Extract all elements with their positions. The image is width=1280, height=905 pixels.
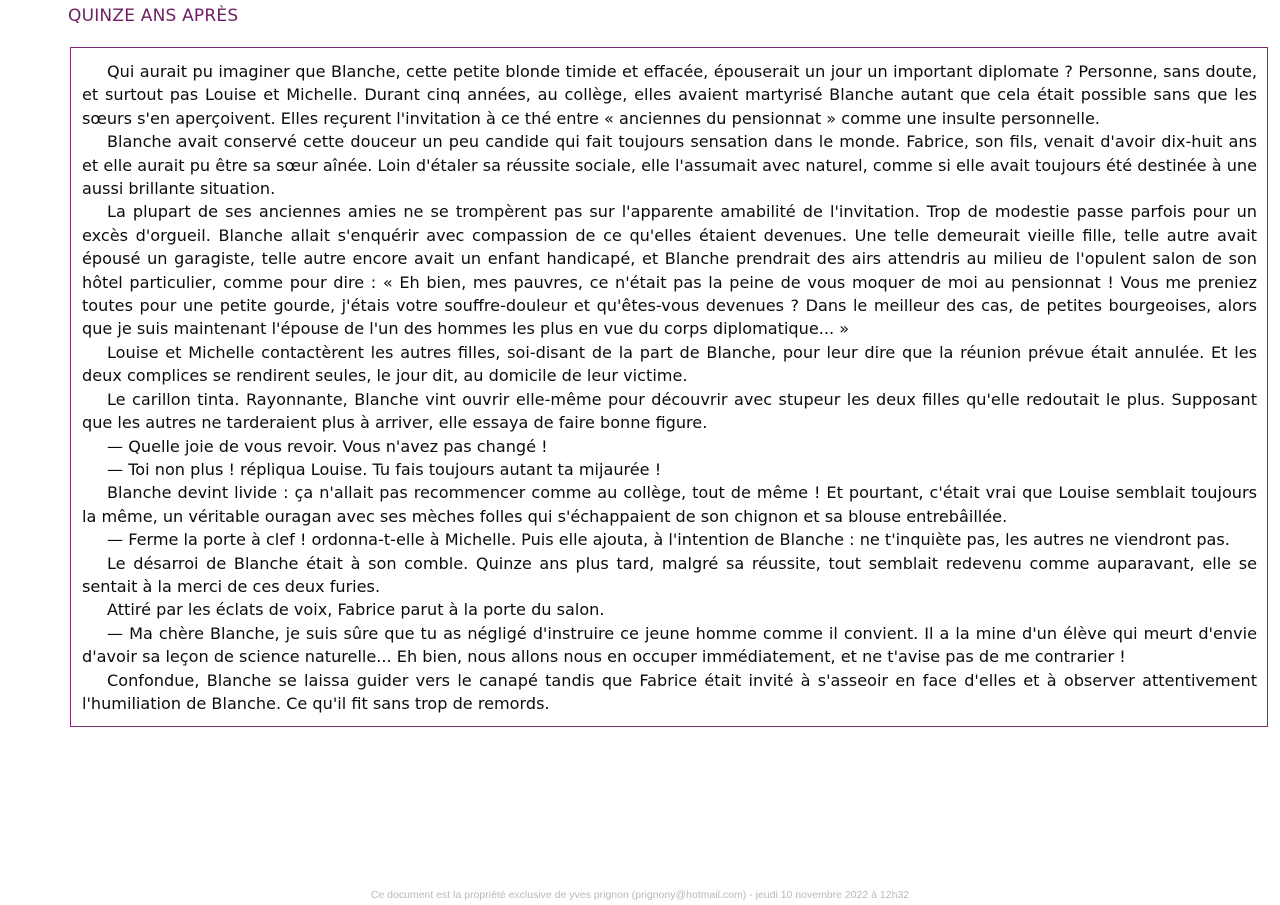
paragraph: La plupart de ses anciennes amies ne se trompèrent pas sur l'apparente amabilité de l'invitation. Trop de modestie passe parfois pour un excès d'orgueil. Blanche allait s'enquérir avec compassion de ce qu'elles étaient devenues. Une telle demeurait vieille fille, telle autre avait épousé un garagiste, telle autre encore avait un enfant handicapé, et Blanche prendrait des airs attendris au milieu de l'opulent salon de son hôtel particulier, comme pour dire : « Eh bien, mes pauvres, ce n'était pas la peine de vous moquer de moi au pensionnat ! Vous me preniez toutes pour une petite gourde, j'étais votre souffre-douleur et qu'êtes-vous devenues ? Dans le meilleur des cas, de petites bourgeoises, alors que je suis maintenant l'épouse de l'un des hommes les plus en vue du corps diplomatique... »: [82, 202, 1257, 339]
story-text-frame: [70, 47, 1268, 727]
story-body: [82, 60, 1257, 715]
paragraph: Blanche devint livide : ça n'allait pas recommencer comme au collège, tout de même ! Et pourtant, c'était vrai que Louise semblait toujours la même, un véritable ouragan avec ses mèches folles qui s'échappaient de son chignon et sa blouse entrebâillée.: [82, 483, 1257, 526]
paragraph: Blanche avait conservé cette douceur un peu candide qui fait toujours sensation dans le monde. Fabrice, son fils, venait d'avoir dix-huit ans et elle aurait pu être sa sœur aînée. Loin d'étaler sa réussite sociale, elle l'assumait avec naturel, comme si elle avait toujours été destinée à une aussi brillante situation.: [82, 132, 1257, 199]
dialogue-line: — Toi non plus ! répliqua Louise. Tu fais toujours autant ta mijaurée !: [107, 459, 662, 479]
page-title: QUINZE ANS APRÈS: [68, 6, 239, 26]
paragraph: Qui aurait pu imaginer que Blanche, cette petite blonde timide et effacée, épouserait un jour un important diplomate ? Personne, sans doute, et surtout pas Louise et Michelle. Durant cinq années, au collège, elles avaient martyrisé Blanche autant que cela était possible sans que les sœurs s'en aperçoivent. Elles reçurent l'invitation à ce thé entre « anciennes du pensionnat » comme une insulte personnelle.: [82, 62, 1257, 128]
paragraph: Attiré par les éclats de voix, Fabrice parut à la porte du salon.: [107, 600, 605, 620]
paragraph: Le désarroi de Blanche était à son comble. Quinze ans plus tard, malgré sa réussite, tout semblait redevenu comme auparavant, elle se sentait à la merci de ces deux furies.: [82, 553, 1257, 596]
dialogue-line: — Ferme la porte à clef ! ordonna-t-elle à Michelle. Puis elle ajouta, à l'intention de Blanche : ne t'inquiète pas, les autres ne viendront pas.: [107, 530, 1230, 550]
paragraph: Le carillon tinta. Rayonnante, Blanche vint ouvrir elle-même pour découvrir avec stupeur les deux filles qu'elle redoutait le plus. Supposant que les autres ne tarderaient plus à arriver, elle essaya de faire bonne figure.: [82, 389, 1257, 433]
dialogue-line: — Ma chère Blanche, je suis sûre que tu as négligé d'instruire ce jeune homme comme il convient. Il a la mine d'un élève qui meurt d'envie d'avoir sa leçon de science naturelle... Eh bien, nous allons nous en occuper immédiatement, et ne t'avise pas de me contrarier !: [82, 623, 1257, 667]
copyright-notice: Ce document est la propriété exclusive de yves prignon (prignony@hotmail.com) - jeudi 10 novembre 2022 à 12h32: [370, 889, 910, 901]
paragraph: Confondue, Blanche se laissa guider vers le canapé tandis que Fabrice était invité à s'asseoir en face d'elles et à observer attentivement l'humiliation de Blanche. Ce qu'il fit sans trop de remords.: [82, 670, 1257, 713]
paragraph: Louise et Michelle contactèrent les autres filles, soi-disant de la part de Blanche, pour leur dire que la réunion prévue était annulée. Et les deux complices se rendirent seules, le jour dit, au domicile de leur victime.: [82, 342, 1257, 386]
dialogue-line: — Quelle joie de vous revoir. Vous n'avez pas changé !: [107, 436, 548, 456]
